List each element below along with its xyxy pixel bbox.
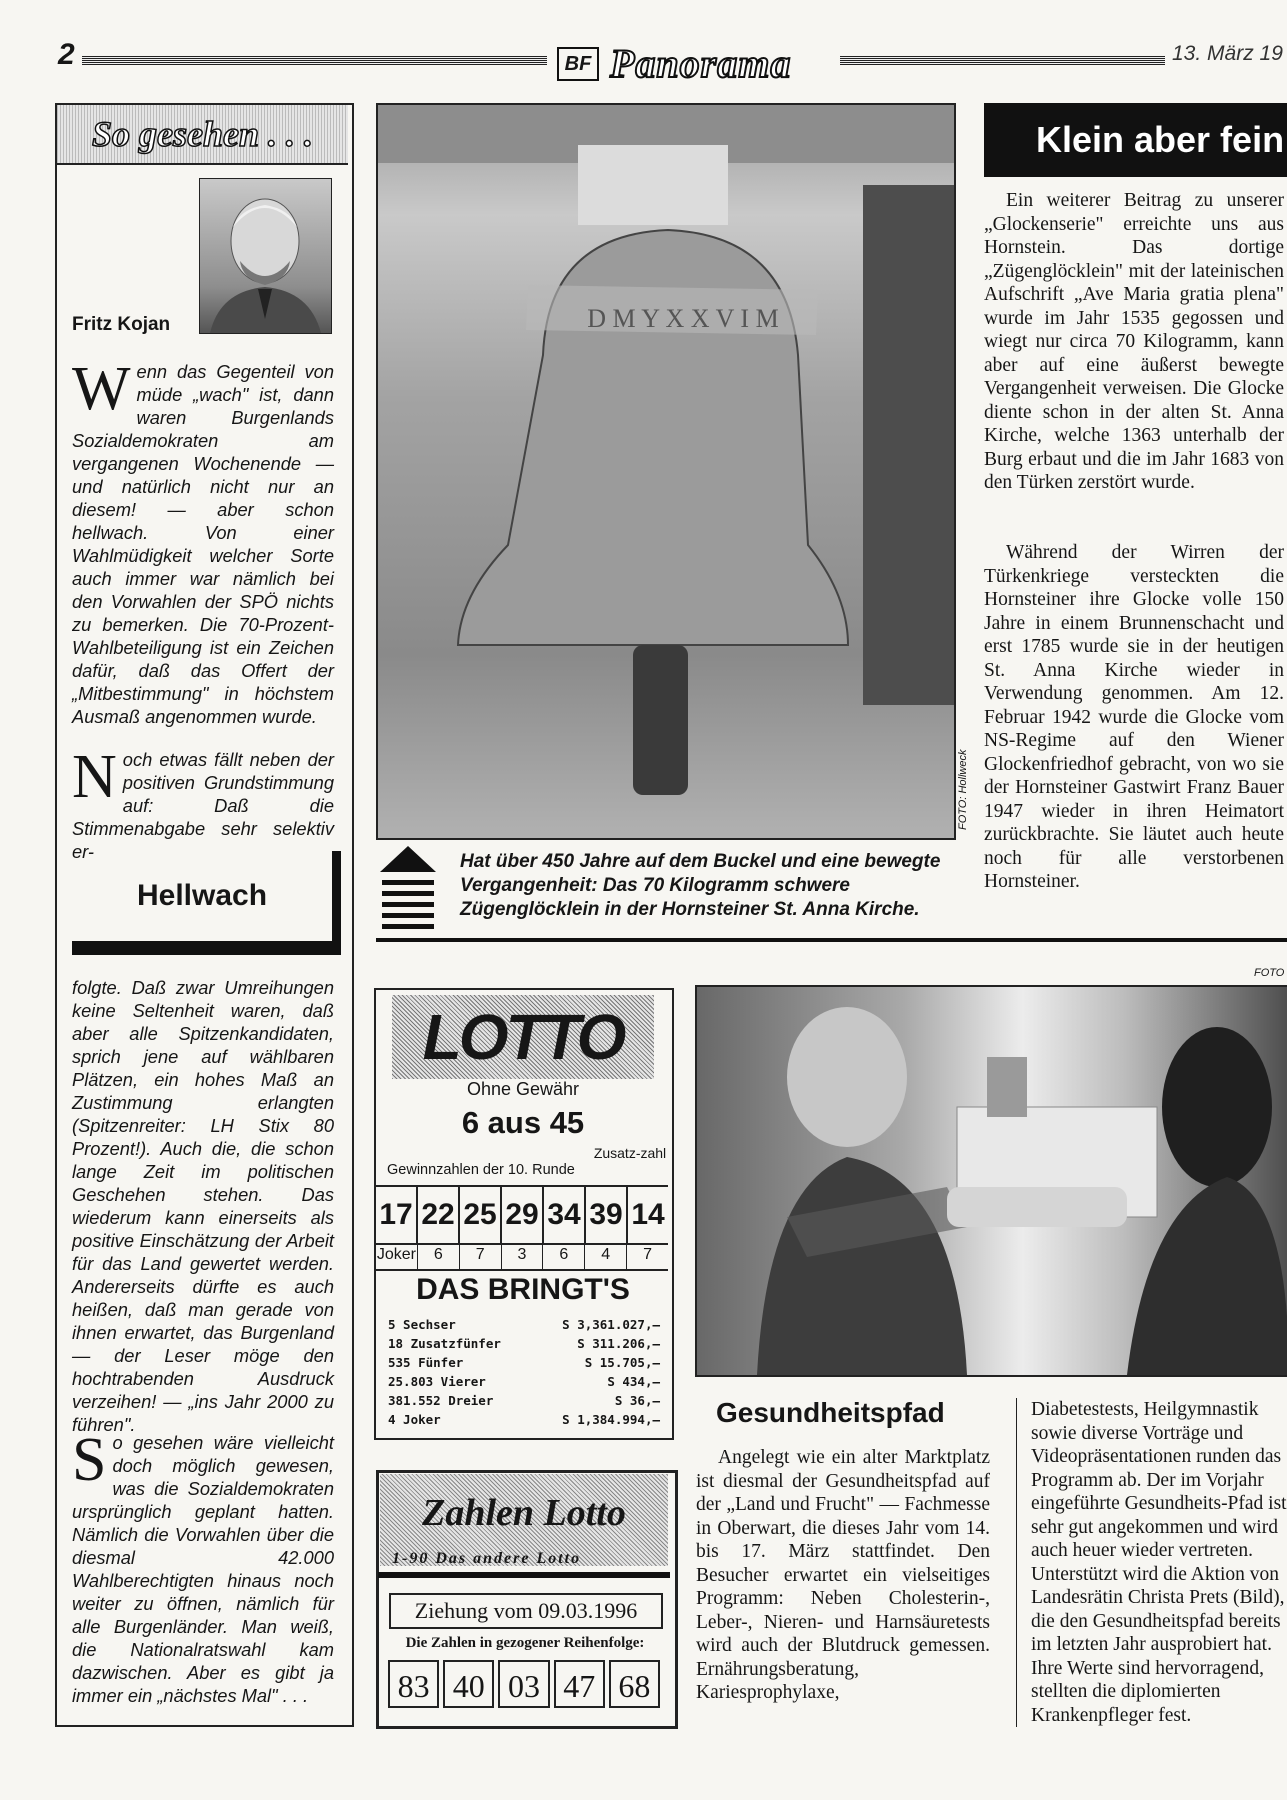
page-number: 2 [58,38,75,71]
prize-rank: 18 Zusatzfünfer [388,1336,501,1351]
draw-order-label: Die Zahlen in gezogener Reihenfolge: [405,1635,645,1651]
column-title: So gesehen . . . [57,105,348,165]
prize-amount: S 434,– [607,1374,660,1389]
author-name: Fritz Kojan [72,314,171,335]
prize-amount: S 1,384.994,– [562,1412,660,1427]
joker-digit: 7 [626,1241,668,1269]
column-paragraph-1 [72,355,334,728]
zahlenlotto-divider [378,1572,670,1578]
bell-photo [376,103,956,840]
joker-digit: 3 [501,1241,543,1269]
masthead-rule-right [840,56,1165,65]
zahlenlotto-number: 47 [554,1660,605,1708]
lotto-number: 17 [379,1198,413,1231]
lotto-numbers [376,1185,668,1245]
prize-row [388,1315,660,1334]
caption-arrow-icon [380,846,436,931]
zahlenlotto-numbers [388,1660,660,1708]
lotto-number: 22 [416,1187,458,1243]
joker-digit: 6 [417,1241,459,1269]
prizes-title: DAS BRINGT'S [416,1273,630,1306]
lotto-zusatzzahl: 14 [626,1187,668,1243]
joker-digit: 6 [542,1241,584,1269]
prize-row [388,1353,660,1372]
zahlenlotto-number: 83 [388,1660,439,1708]
prize-rank: 535 Fünfer [388,1355,464,1370]
paragraph-text: och etwas fällt neben der positiven Grundstimmung auf: Daß die Stimmenabgabe sehr selektiv er- [72,749,334,862]
draw-date: Ziehung vom 09.03.1996 [389,1593,663,1629]
health-photo [695,985,1287,1377]
lotto-disclaimer: Ohne Gewähr [466,1079,580,1099]
photo-credit: FOTO: Hollweck [957,749,969,830]
drop-cap: W [72,355,131,423]
joker-row [376,1241,668,1271]
article-title-klein: Klein aber fein [984,103,1287,177]
masthead-rule-left [82,56,547,65]
issue-date: 13. März 19 [1172,42,1283,65]
section-divider [376,938,1287,942]
prize-amount: S 15.705,– [584,1355,660,1370]
joker-digit: 4 [584,1241,626,1269]
zusatz-label: Zusatz-zahl [593,1145,667,1161]
drop-cap: N [72,743,117,811]
column-paragraph-2 [72,743,334,863]
lotto-number: 34 [542,1187,584,1243]
prize-rank: 25.803 Vierer [388,1374,486,1389]
brand-logo: BF [557,47,599,81]
zahlenlotto-number: 03 [498,1660,549,1708]
lotto-logo: LOTTO [392,995,654,1079]
prize-rank: 381.552 Dreier [388,1393,494,1408]
numbers-label: Gewinnzahlen der 10. Runde [387,1162,575,1178]
article-klein-p2: Während der Wirren der Türkenkriege versteckten die Hornsteiner ihre Glocke volle 150 Jahre in einem Brunnenschacht und erst 1785 wurde sie in der heutigen St. Anna Kirche wieder in Verwendung genommen. Am 12. Februar 1942 wurde die Glocke vom NS-Regime auf den Wiener Glockenfriedhof gebracht, von wo sie der Hornsteiner Gastwirt Franz Bauer 1947 wieder in ihren Heimatort zurückbrachte. Sie läutet auch heute noch für alle verstorbenen Hornsteiner. [984,542,1284,892]
zahlenlotto-subtitle: 1-90 Das andere Lotto [392,1550,582,1567]
bell-inscription: D M Y X X V I M [587,304,779,333]
lotto-number: 29 [500,1187,542,1243]
joker-digit: 7 [459,1241,501,1269]
prize-row [388,1334,660,1353]
prize-row [388,1391,660,1410]
paragraph-text: enn das Gegenteil von müde „wach" ist, dann waren Burgenlands Sozialdemokraten am vergangenen Wochenende — und natürlich nicht nur an diesem! — aber schon hellwach. Von einer Wahlmüdigkeit welcher Sorte auch immer war nämlich bei den Vorwahlen der SPÖ nichts zu bemerken. Die 70-Prozent-Wahlbeteiligung ist ein Zeichen dafür, daß das Offert der „Mitbestimmung" in höchstem Ausmaß angenommen wurde. [72,361,334,727]
lotto-number: 39 [584,1187,626,1243]
column-paragraph-3: folgte. Daß zwar Umreihungen keine Seltenheit waren, daß aber alle Spitzenkandidaten, sprich jene auf wählbaren Plätzen, ein hohes Maß an Zustimmung erlangten (Spitzenreiter: LH Stix 80 Prozent!). Auch die, die schon lange Zeit im politischen Geschehen stehen. Das wiederum kann einerseits als positive Einschätzung der Arbeit für das Land gewertet werden. Andererseits dürfte es auch heißen, daß man gerade von ihnen erwartet, das Burgenland — der Leser möge den hochtrabenden Ausdruck verzeihen! — „ins Jahr 2000 zu führen". [72,977,334,1435]
prize-amount: S 36,– [614,1393,660,1408]
author-portrait [199,178,332,334]
zahlenlotto-logo: Zahlen Lotto [380,1474,668,1566]
article-klein-p1: Ein weiterer Beitrag zu unserer „Glockenserie" erreichte uns aus Hornstein. Das dortige „Zügenglöcklein" mit der lateinischen Aufschrift „Ave Maria gratia plena" wurde im Jahr 1535 gegossen und wiegt nur circa 70 Kilogramm, kann aber auf eine äußerst bewegte Vergangenheit verweisen. Die Glocke diente schon in der alten St. Anna Kirche, welche 1363 unterhalb der Burg erbaut und die im Jahr 1683 von den Türken zerstört wurde. [984,190,1284,493]
joker-label: Joker [376,1246,416,1263]
lotto-game: 6 aus 45 [461,1105,585,1140]
column-paragraph-4 [72,1426,334,1707]
paragraph-text: o gesehen wäre vielleicht doch möglich gewesen, was die Sozialdemokraten ursprünglich geplant hatten. Nämlich die Vorwahlen über die diesmal 42.000 Wahlberechtigten hinaus noch weiter zu öffnen, nämlich für alle Burgenländer. Man weiß, die Nationalratswahl kam dazwischen. Aber es gibt ja immer ein „nächstes Mal" . . . [72,1432,334,1706]
prize-rank: 4 Joker [388,1412,441,1427]
section-title: Panorama [610,41,792,86]
lotto-number: 25 [458,1187,500,1243]
prize-row [388,1372,660,1391]
zahlenlotto-number: 68 [609,1660,660,1708]
zahlenlotto-number: 40 [443,1660,494,1708]
prize-row [388,1410,660,1429]
hellwach-box: Hellwach [72,851,341,955]
photo-credit: FOTO [1254,967,1285,979]
article-title-gesund: Gesundheitspfad [716,1397,945,1428]
article-gesund-p2: Diabetestests, Heilgymnastik sowie diverse Vorträge und Videopräsentationen runden das Programm ab. Der im Vorjahr eingeführte Gesundheits-Pfad ist sehr gut angekommen und wird auch heuer wieder vertreten. Unterstützt wird die Aktion von Landesrätin Christa Prets (Bild), die den Gesundheitspfad bereits im letzten Jahr ausprobiert hat. Ihre Werte sind hervorragend, stellten die diplomierten Krankenpfleger fest. [1016,1398,1287,1727]
drop-cap: S [72,1426,107,1494]
prizes-list [388,1315,660,1429]
prize-amount: S 311.206,– [577,1336,660,1351]
prize-rank: 5 Sechser [388,1317,456,1332]
article-gesund-p1: Angelegt wie ein alter Marktplatz ist diesmal der Gesundheitspfad auf der „Land und Frucht" — Fachmesse in Oberwart, die dieses Jahr vom 14. bis 17. März stattfindet. Den Besucher erwartet ein vielseitiges Programm: Neben Cholesterin-, Leber-, Nieren- und Harnsäuretests wird auch der Blutdruck gemessen. Ernährungsberatung, Kariesprophylaxe, [696,1447,990,1703]
prize-amount: S 3,361.027,– [562,1317,660,1332]
bell-caption: Hat über 450 Jahre auf dem Buckel und eine bewegte Vergangenheit: Das 70 Kilogramm schwere Zügenglöcklein in der Hornsteiner St. Anna Kirche. [460,851,941,920]
